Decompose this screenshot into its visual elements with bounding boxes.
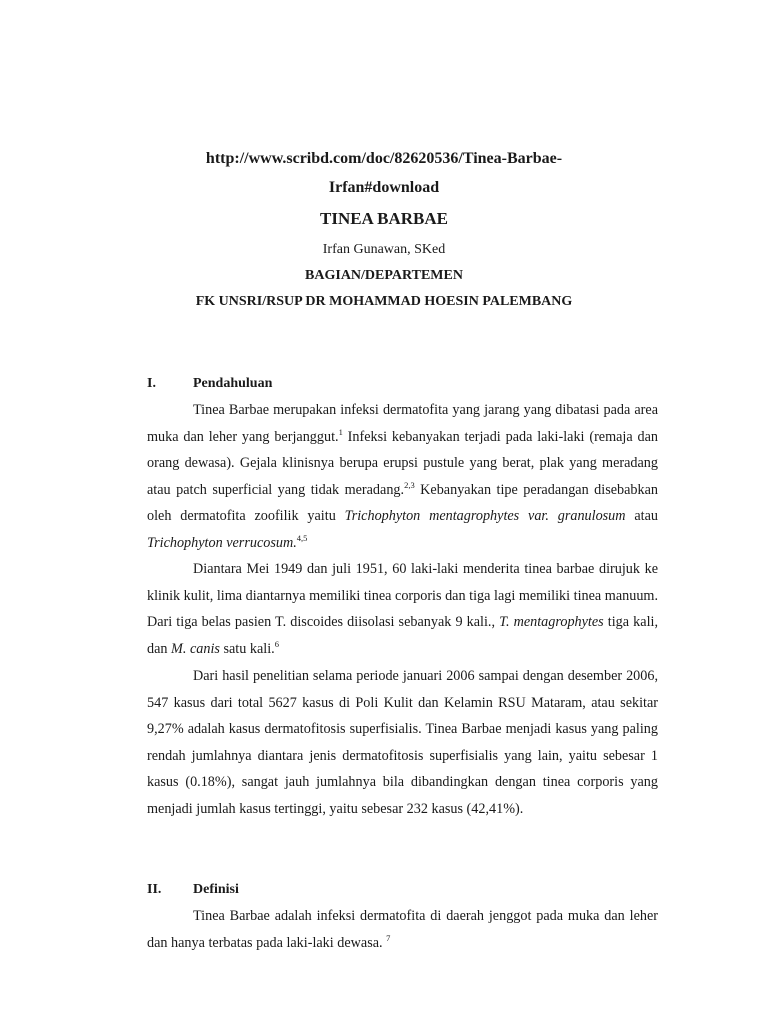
paragraph-text: Infeksi kebanyakan terjadi pada laki-laki (remaja dan orang dewasa). Gejala klinisnya berupa erupsi pustule yang berat, plak yang meradang atau patch superficial yang tidak meradang.: [147, 428, 659, 498]
paragraph-pendahuluan-3: [147, 663, 658, 823]
species-name: Trichophyton mentagrophytes var. granulosum: [344, 508, 626, 525]
citation-marker: 2,3: [404, 479, 415, 490]
species-name: M. canis: [171, 640, 220, 657]
section-number: I.: [147, 376, 156, 391]
paragraph-text: tiga kali, dan: [147, 614, 658, 657]
department-name: BAGIAN/DEPARTEMEN: [305, 268, 463, 283]
author-name: Irfan Gunawan, SKed: [322, 242, 446, 257]
species-name: Trichophyton verrucosum.: [147, 534, 297, 551]
citation-marker: 7: [386, 932, 391, 943]
paragraph-text: satu kali.: [219, 640, 275, 657]
institution-name: FK UNSRI/RSUP DR MOHAMMAD HOESIN PALEMBANG: [195, 294, 573, 309]
paragraph-text: atau: [625, 508, 658, 525]
citation-marker: 6: [274, 638, 279, 649]
citation-marker: 4,5: [296, 532, 308, 543]
paragraph-text: Diantara Mei 1949 dan juli 1951, 60 laki-laki menderita tinea barbae dirujuk ke klinik kulit, lima diantarnya memiliki tinea corporis dan tiga lagi memiliki tinea manuum. Dari tiga belas pasien T. discoides diisolasi sebanyak 9 kali.,: [147, 561, 658, 631]
paragraph-pendahuluan-2: [147, 556, 658, 662]
section-title: Pendahuluan: [193, 376, 273, 391]
paragraph-text: Dari hasil penelitian selama periode januari 2006 sampai dengan desember 2006, 547 kasus dari total 5627 kasus di Poli Kulit dan Kelamin RSU Mataram, atau sekitar 9,27% adalah kasus dermatofitosis superfisialis. Tinea Barbae menjadi kasus yang paling rendah jumlahnya diantara jenis dermatofitosis superfisialis yang lain, yaitu sebesar 1 kasus (0.18%), sangat jauh jumlahnya bila dibandingkan dengan tinea corporis yang menjadi jumlah kasus tertinggi, yaitu sebesar 232 kasus (42,41%).: [147, 668, 658, 817]
source-url-line-2: Irfan#download: [328, 179, 440, 196]
species-name: T. mentagrophytes: [499, 614, 604, 631]
paragraph-text: Kebanyakan tipe peradangan disebabkan oleh dermatofita zoofilik yaitu: [147, 481, 658, 525]
section-title: Definisi: [193, 882, 239, 897]
section-heading-pendahuluan: [147, 376, 272, 392]
document-title: TINEA BARBAE: [319, 209, 448, 228]
paragraph-text: Tinea Barbae adalah infeksi dermatofita di daerah jenggot pada muka dan leher dan hanya terbatas pada laki-laki dewasa.: [147, 908, 658, 951]
paragraph-pendahuluan-1: [147, 397, 658, 557]
source-url-line-1: http://www.scribd.com/doc/82620536/Tinea-Barbae-: [205, 150, 563, 167]
section-heading-definisi: [147, 882, 239, 898]
paragraph-text: Tinea Barbae merupakan infeksi dermatofita yang jarang yang dibatasi pada area muka dan leher yang berjanggut.: [147, 402, 658, 445]
citation-marker: 1: [338, 426, 343, 437]
section-number: II.: [147, 882, 162, 897]
paragraph-definisi-1: [147, 903, 658, 956]
